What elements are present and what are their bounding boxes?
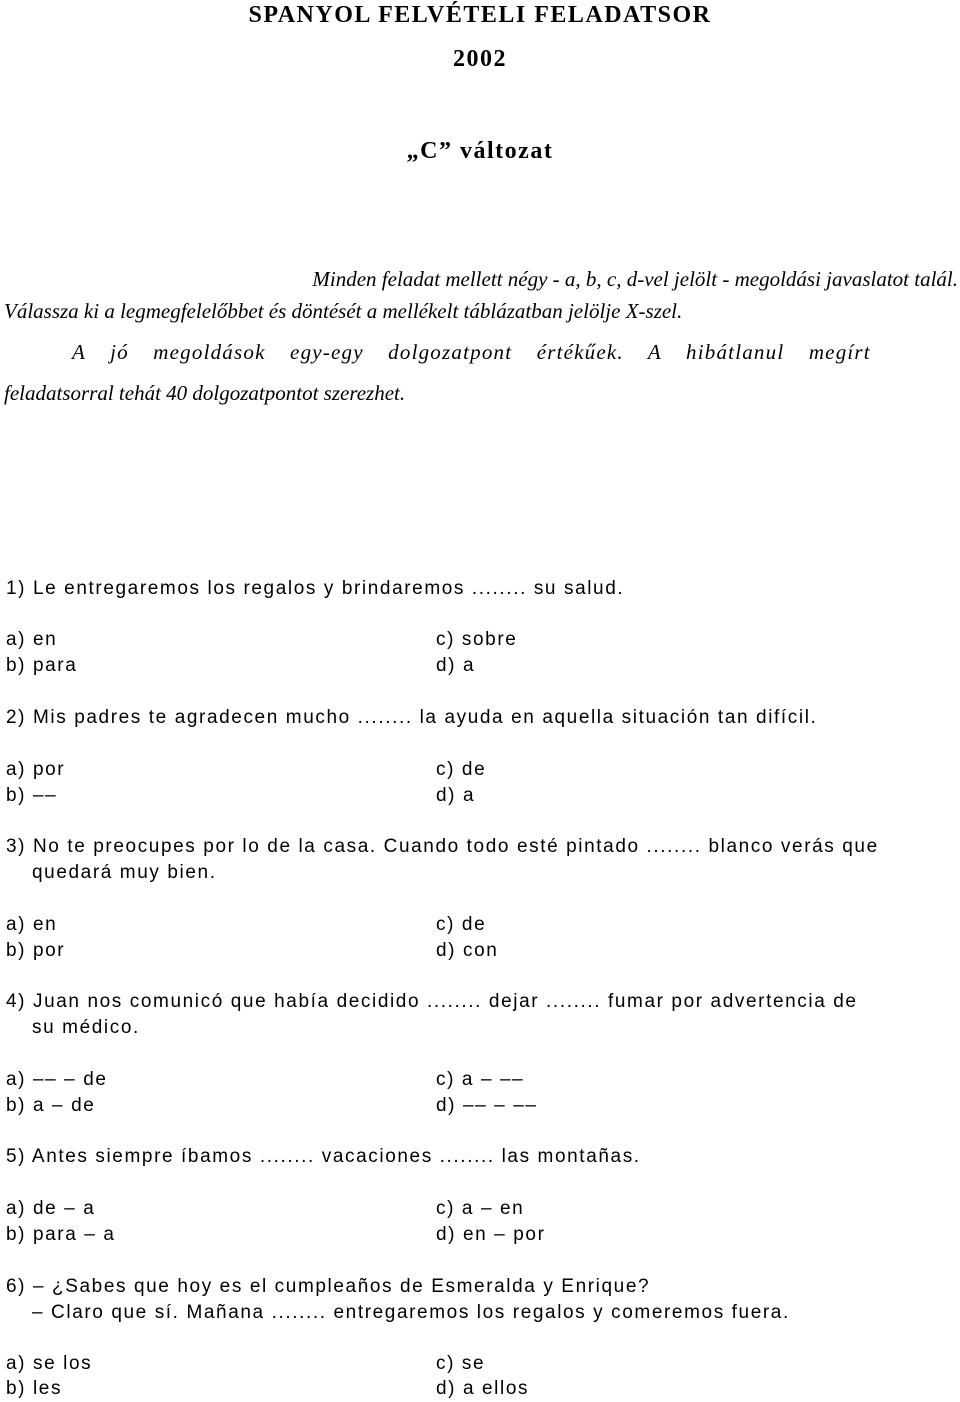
option-5a: a) de – a xyxy=(6,1198,96,1219)
option-5d: d) en – por xyxy=(436,1224,546,1245)
instructions-line-3-text: A jó megoldások egy-egy dolgozatpont értékűek. A hibátlanul megírt xyxy=(72,340,871,364)
option-4b: b) a – de xyxy=(6,1095,96,1116)
option-2a: a) por xyxy=(6,759,66,780)
question-3-stem-continued: quedará muy bien. xyxy=(32,862,217,883)
question-3-stem: 3) No te preocupes por lo de la casa. Cuando todo esté pintado ........ blanco verás que xyxy=(6,836,879,857)
option-1c: c) sobre xyxy=(436,629,518,650)
question-5-stem: 5) Antes siempre íbamos ........ vacaciones ........ las montañas. xyxy=(6,1146,641,1167)
option-1b: b) para xyxy=(6,655,78,676)
instructions-line-1: Minden feladat mellett négy - a, b, c, d-vel jelölt - megoldási javaslatot talál. xyxy=(312,267,958,291)
instructions-line-4: feladatsorral tehát 40 dolgozatpontot szerezhet. xyxy=(4,381,406,405)
exam-title: SPANYOL FELVÉTELI FELADATSOR xyxy=(248,2,712,28)
option-4c: c) a – –– xyxy=(436,1069,525,1090)
option-1a: a) en xyxy=(6,629,58,650)
question-4-stem-continued: su médico. xyxy=(32,1017,140,1038)
option-4d: d) –– – –– xyxy=(436,1095,538,1116)
option-2c: c) de xyxy=(436,759,487,780)
option-6d: d) a ellos xyxy=(436,1378,530,1399)
option-6c: c) se xyxy=(436,1353,486,1374)
option-2d: d) a xyxy=(436,785,476,806)
instructions-line-2: Válassza ki a legmegfelelőbbet és döntését a mellékelt táblázatban jelölje X-szel. xyxy=(4,299,683,323)
option-6a: a) se los xyxy=(6,1353,93,1374)
option-6b: b) les xyxy=(6,1378,63,1399)
question-4-stem: 4) Juan nos comunicó que había decidido ........ dejar ........ fumar por advertencia de xyxy=(6,991,858,1012)
option-3c: c) de xyxy=(436,914,487,935)
question-6-stem: 6) – ¿Sabes que hoy es el cumpleaños de Esmeralda y Enrique? xyxy=(6,1276,651,1297)
question-2-stem: 2) Mis padres te agradecen mucho ........ la ayuda en aquella situación tan difícil. xyxy=(6,707,818,728)
option-1d: d) a xyxy=(436,655,476,676)
option-3d: d) con xyxy=(436,940,499,961)
option-5c: c) a – en xyxy=(436,1198,525,1219)
option-3a: a) en xyxy=(6,914,58,935)
option-4a: a) –– – de xyxy=(6,1069,108,1090)
instructions-line-3 xyxy=(72,336,958,368)
option-5b: b) para – a xyxy=(6,1224,116,1245)
option-3b: b) por xyxy=(6,940,66,961)
question-6-stem-continued: – Claro que sí. Mañana ........ entregaremos los regalos y comeremos fuera. xyxy=(32,1302,790,1323)
question-1-stem: 1) Le entregaremos los regalos y brindaremos ........ su salud. xyxy=(6,578,625,599)
exam-variant: „C” változat xyxy=(406,138,554,164)
exam-year: 2002 xyxy=(453,46,507,72)
option-2b: b) –– xyxy=(6,785,58,806)
